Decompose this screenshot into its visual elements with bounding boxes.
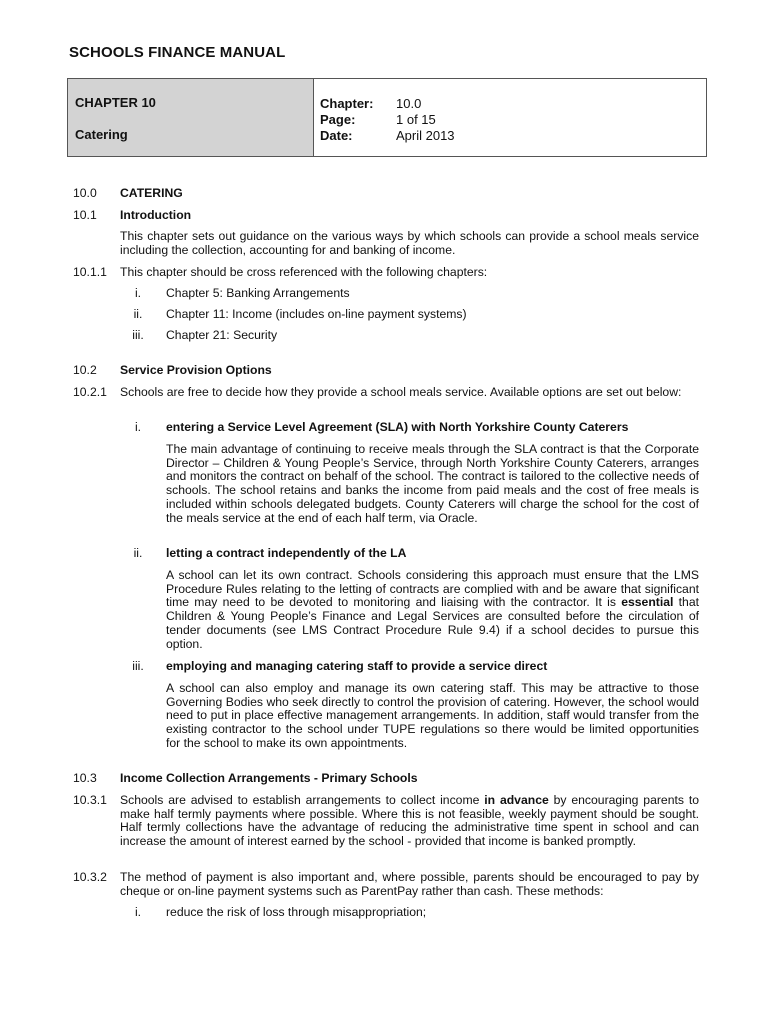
section-number: 10.3.2 — [73, 870, 107, 884]
paragraph: A school can also employ and manage its own catering staff. This may be attractive to those Governing Bodies who seek directly to control the provision of catering. However, the school would need to put in place effective management arrangements. In addition, staff would transfer from the existing contractor to the school under TUPE regulations so there would be limited opportunities for the school to make its own appointments. — [166, 681, 699, 750]
meta-label: Chapter: — [320, 96, 374, 111]
chapter-title: Catering — [75, 127, 128, 142]
list-marker: i. — [134, 286, 142, 300]
paragraph: This chapter should be cross referenced with the following chapters: — [120, 265, 488, 279]
paragraph: The method of payment is also important and, where possible, parents should be encouraged to pay by cheque or on-line payment systems such as ParentPay rather than cash. These methods: — [120, 870, 699, 898]
section-number: 10.1.1 — [73, 265, 107, 279]
option-heading: entering a Service Level Agreement (SLA) with North Yorkshire County Caterers — [166, 420, 629, 434]
list-marker: ii. — [133, 546, 143, 560]
section-heading: Service Provision Options — [120, 363, 272, 377]
list-item: reduce the risk of loss through misappropriation; — [166, 905, 427, 919]
manual-title: SCHOOLS FINANCE MANUAL — [69, 44, 286, 61]
text: by encouraging parents to make half termly payments where possible. Where this is not feasible, weekly payment should be sought. Half termly collections have the advantage of reducing the administrative time spent in school and can increase the amount of interest earned by the school - provided that income is banked promptly. — [120, 793, 699, 849]
paragraph: This chapter sets out guidance on the various ways by which schools can provide a school meals service including the collection, accounting for and banking of income. — [120, 229, 699, 257]
paragraph — [166, 569, 699, 651]
section-number: 10.2 — [73, 363, 97, 377]
paragraph: Schools are free to decide how they provide a school meals service. Available options are set out below: — [120, 385, 682, 399]
section-number: 10.3.1 — [73, 793, 107, 807]
section-number: 10.2.1 — [73, 385, 107, 399]
list-marker: iii. — [132, 659, 144, 673]
section-heading: Introduction — [120, 208, 192, 222]
section-number: 10.1 — [73, 208, 97, 222]
section-number: 10.0 — [73, 186, 97, 200]
meta-value: 10.0 — [396, 96, 422, 111]
section-heading: Income Collection Arrangements - Primary Schools — [120, 771, 418, 785]
section-number: 10.3 — [73, 771, 97, 785]
list-item: Chapter 5: Banking Arrangements — [166, 286, 350, 300]
list-marker: iii. — [132, 328, 144, 342]
list-item: Chapter 21: Security — [166, 328, 278, 342]
text: A school can let its own contract. Schools considering this approach must ensure that the LMS Procedure Rules relating to the letting of contracts are complied with and be aware that significant time may need to be devoted to monitoring and liaising with the contractor. It is — [166, 568, 699, 610]
paragraph — [120, 794, 699, 849]
paragraph: The main advantage of continuing to receive meals through the SLA contract is that the Corporate Director – Children & Young People’s Service, through North Yorkshire County Caterers, arranges and monitors the contract on behalf of the school. The contract is tailored to the collective needs of schools. The school retains and banks the income from paid meals and the cost of free meals is included within schools delegated budgets. County Caterers will charge the school for the cost of the meals service at the end of each half term, via Oracle. — [166, 442, 699, 525]
meta-value: 1 of 15 — [396, 112, 436, 127]
meta-label: Page: — [320, 112, 356, 127]
meta-label: Date: — [320, 128, 353, 143]
chapter-label: CHAPTER 10 — [75, 95, 156, 110]
text: that Children & Young People’s Finance and Legal Services are consulted before the circulation of tender documents (see LMS Contract Procedure Rule 9.4) if a school decides to pursue this option. — [166, 595, 699, 651]
option-heading: employing and managing catering staff to provide a service direct — [166, 659, 548, 673]
chapter-header-box — [67, 78, 707, 157]
list-marker: i. — [134, 420, 142, 434]
meta-value: April 2013 — [396, 128, 455, 143]
emphasis: in advance — [484, 793, 549, 807]
list-marker: i. — [134, 905, 142, 919]
list-item: Chapter 11: Income (includes on-line payment systems) — [166, 307, 467, 321]
option-heading: letting a contract independently of the LA — [166, 546, 407, 560]
chapter-header-left — [68, 79, 314, 156]
section-heading: CATERING — [120, 186, 183, 200]
list-marker: ii. — [133, 307, 143, 321]
emphasis: essential — [621, 595, 674, 610]
text: Schools are advised to establish arrangements to collect income — [120, 793, 485, 807]
